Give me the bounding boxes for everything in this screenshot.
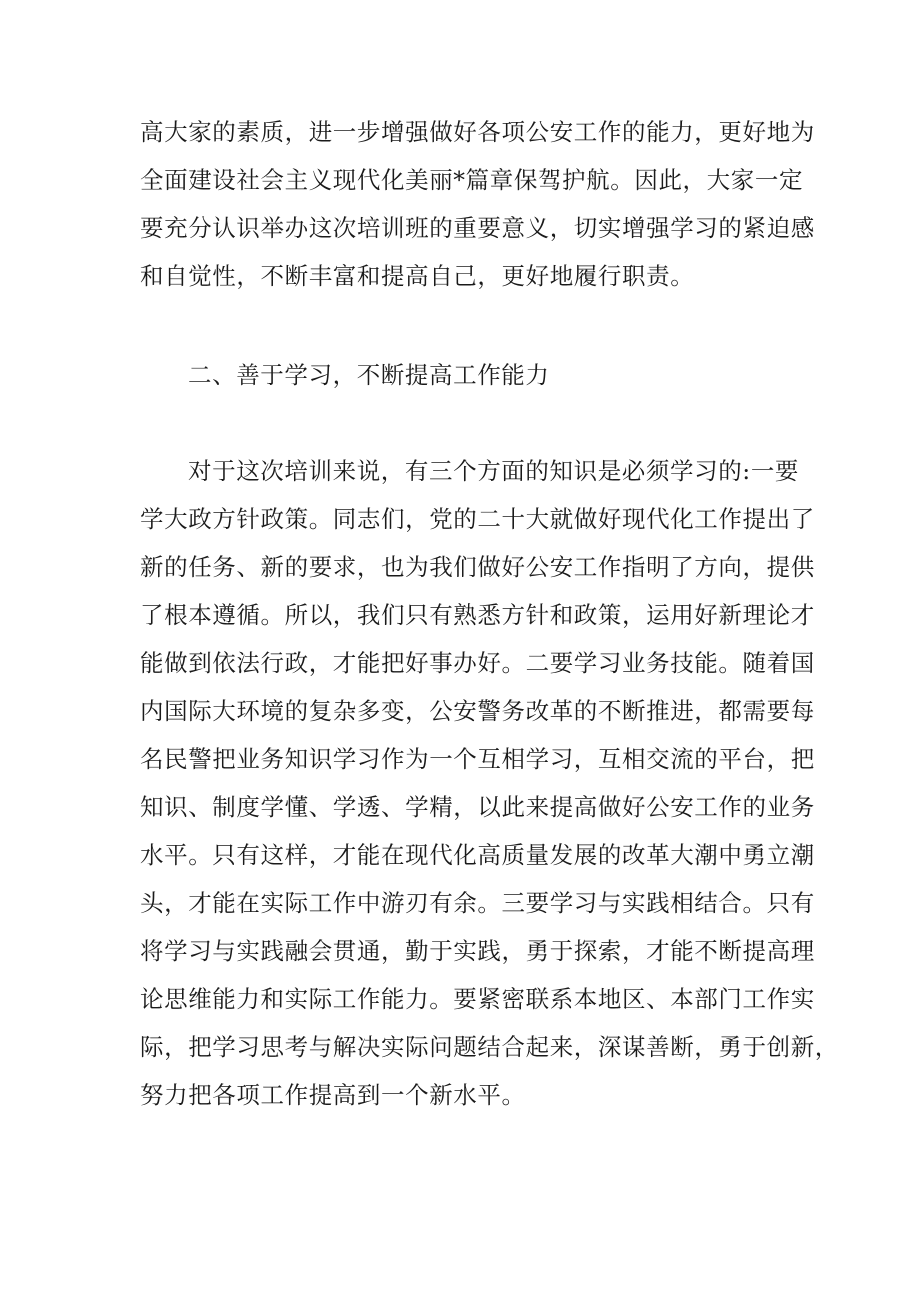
paragraph-2-line-11: 将学习与实践融会贯通，勤于实践，勇于探索，才能不断提高理 — [140, 937, 815, 965]
paragraph-2-line-5: 能做到依法行政，才能把好事办好。二要学习业务技能。随着国 — [140, 649, 815, 677]
paragraph-1-line-3: 要充分认识举办这次培训班的重要意义，切实增强学习的紧迫感 — [140, 214, 815, 242]
paragraph-2-line-6: 内国际大环境的复杂多变，公安警务改革的不断推进，都需要每 — [140, 697, 815, 725]
section-heading: 二、善于学习，不断提高工作能力 — [188, 361, 550, 389]
paragraph-1-line-2: 全面建设社会主义现代化美丽*篇章保驾护航。因此，大家一定 — [140, 166, 804, 194]
paragraph-2-line-13: 际，把学习思考与解决实际问题结合起来，深谋善断，勇于创新， — [140, 1033, 839, 1061]
paragraph-1-line-4: 和自觉性，不断丰富和提高自己，更好地履行职责。 — [140, 262, 695, 290]
paragraph-1-line-1: 高大家的素质，进一步增强做好各项公安工作的能力，更好地为 — [140, 118, 815, 146]
paragraph-2-line-3: 新的任务、新的要求，也为我们做好公安工作指明了方向，提供 — [140, 553, 815, 581]
paragraph-2-line-10: 头，才能在实际工作中游刃有余。三要学习与实践相结合。只有 — [140, 889, 815, 917]
paragraph-2-line-9: 水平。只有这样，才能在现代化高质量发展的改革大潮中勇立潮 — [140, 841, 815, 869]
paragraph-2-line-4: 了根本遵循。所以，我们只有熟悉方针和政策，运用好新理论才 — [140, 601, 815, 629]
paragraph-2-line-8: 知识、制度学懂、学透、学精，以此来提高做好公安工作的业务 — [140, 793, 815, 821]
paragraph-2-line-2: 学大政方针政策。同志们，党的二十大就做好现代化工作提出了 — [140, 505, 815, 533]
paragraph-2-line-7: 名民警把业务知识学习作为一个互相学习，互相交流的平台，把 — [140, 745, 815, 773]
paragraph-2-line-1: 对于这次培训来说，有三个方面的知识是必须学习的:一要 — [188, 457, 800, 485]
paragraph-2-line-12: 论思维能力和实际工作能力。要紧密联系本地区、本部门工作实 — [140, 985, 815, 1013]
paragraph-2-line-14: 努力把各项工作提高到一个新水平。 — [140, 1081, 526, 1109]
